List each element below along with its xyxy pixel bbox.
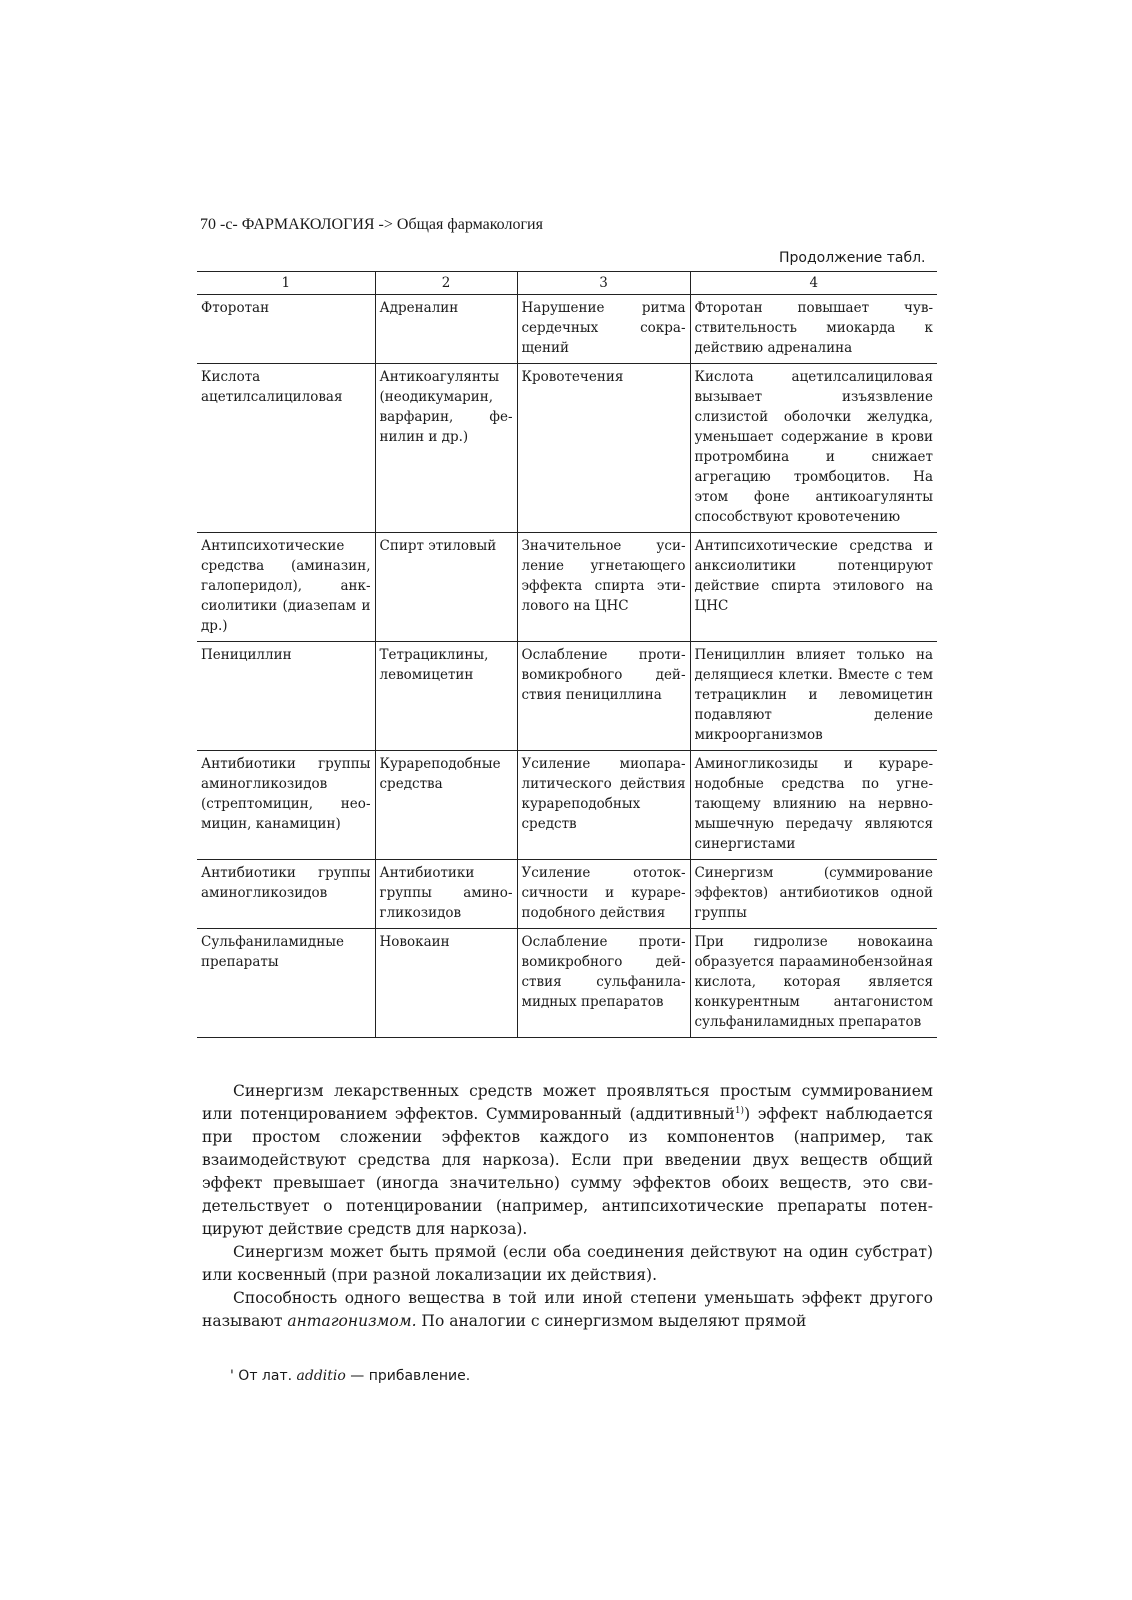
footnote-mark: ' От лат. — [230, 1368, 297, 1384]
paragraph-text: ) эффект наблюдается при простом сложении эффектов каждого из компонентов (например, так взаимодействуют средства для наркоза). Если при введении двух веществ общий эффект превышает (иногда значительно) сумму эффектов обоих веществ, это свидетельствует о потенцировании (например, антипсихотические препараты потенцируют действие средств для наркоза). — [202, 1105, 933, 1238]
term-emphasis: антагонизмом. — [287, 1312, 417, 1330]
table-row — [197, 533, 937, 642]
paragraph — [202, 1287, 933, 1333]
table-cell: Антибиотики группы аминогликозидов — [197, 860, 375, 929]
table-header-row — [197, 272, 937, 295]
table-cell: Антибиотики группы аминогликозидов — [375, 860, 517, 929]
paragraph-text: Синергизм лекарственных средств может проявляться простым суммированием или потенцированием эффектов. Суммированный (аддитивный — [202, 1082, 933, 1123]
paragraph-text: По аналогии с синергизмом выделяют прямой — [416, 1312, 807, 1330]
footnote-term: additio — [296, 1368, 346, 1384]
table-cell: Кровотечения — [517, 364, 690, 533]
table-row — [197, 642, 937, 751]
table-cell: Кислота ацетилсалициловая вызывает изъязвление слизистой оболочки желудка, уменьшает содержание в крови протромбина и снижает агрегацию тромбоцитов. На этом фоне антикоагулянты способствуют кровотечению — [690, 364, 937, 533]
table-cell: Пенициллин влияет только на делящиеся клетки. Вместе с тем тетрациклин и левомицетин подавляют деление микроорганизмов — [690, 642, 937, 751]
paragraph: Синергизм может быть прямой (если оба соединения действуют на один субстрат) или косвенный (при разной локализации их действия). — [202, 1243, 933, 1284]
table-cell: Синергизм (суммирование эффектов) антибиотиков одной группы — [690, 860, 937, 929]
table-cell: Фторотан повышает чувствительность миокарда к действию адреналина — [690, 295, 937, 364]
footnote-text: — прибавление. — [345, 1368, 471, 1384]
table-cell: Адреналин — [375, 295, 517, 364]
table-cell: Антибиотики группы аминогликозидов (стрептомицин, неомицин, канамицин) — [197, 751, 375, 860]
table-row — [197, 860, 937, 929]
table-row — [197, 751, 937, 860]
table-cell: Кислота ацетилсалициловая — [197, 364, 375, 533]
table-cell: Аминогликозиды и кураренодобные средства по угнетающему влиянию на нервно-мышечную передачу являются синергистами — [690, 751, 937, 860]
column-header: 1 — [197, 272, 375, 295]
table-cell: Антикоагулянты (неодикумарин, варфарин, фенилин и др.) — [375, 364, 517, 533]
table-cell: Курареподобные средства — [375, 751, 517, 860]
table-cell: Фторотан — [197, 295, 375, 364]
table-row — [197, 364, 937, 533]
footnote-ref: 1) — [734, 1105, 745, 1116]
table-cell: Пенициллин — [197, 642, 375, 751]
column-header: 4 — [690, 272, 937, 295]
table-cell: Усиление миопаралитического действия курареподобных средств — [517, 751, 690, 860]
table-cell: Значительное усиление угнетающего эффекта спирта этилового на ЦНС — [517, 533, 690, 642]
table-cell: Ослабление противомикробного действия пенициллина — [517, 642, 690, 751]
table-cell: Сульфаниламидные препараты — [197, 929, 375, 1038]
table-cell: Ослабление противомикробного действия сульфаниламидных препаратов — [517, 929, 690, 1038]
table-row — [197, 295, 937, 364]
table-cell: Антипсихотические средства и анксиолитики потенцируют действие спирта этилового на ЦНС — [690, 533, 937, 642]
table-row — [197, 929, 937, 1038]
footnote — [230, 1368, 470, 1384]
table-cell: Усиление ототоксичности и курареподобного действия — [517, 860, 690, 929]
table-cell: Нарушение ритма сердечных сокращений — [517, 295, 690, 364]
table-cell: Новокаин — [375, 929, 517, 1038]
continuation-label: Продолжение табл. — [779, 250, 926, 266]
table-cell: При гидролизе новокаина образуется парааминобензойная кислота, которая является конкурентным антагонистом сульфаниламидных препаратов — [690, 929, 937, 1038]
table-cell: Антипсихотические средства (аминазин, галоперидол), анксиолитики (диазепам и др.) — [197, 533, 375, 642]
table-cell: Спирт этиловый — [375, 533, 517, 642]
paragraph — [202, 1080, 933, 1241]
interaction-table — [197, 271, 937, 1038]
column-header: 3 — [517, 272, 690, 295]
column-header: 2 — [375, 272, 517, 295]
body-text — [202, 1080, 933, 1333]
table-cell: Тетрациклины, левомицетин — [375, 642, 517, 751]
page-header: 70 -с- ФАРМАКОЛОГИЯ -> Общая фармакология — [200, 216, 543, 233]
paragraph-text: Способность одного вещества в той или иной степени уменьшать эффект другого называют — [202, 1289, 933, 1330]
